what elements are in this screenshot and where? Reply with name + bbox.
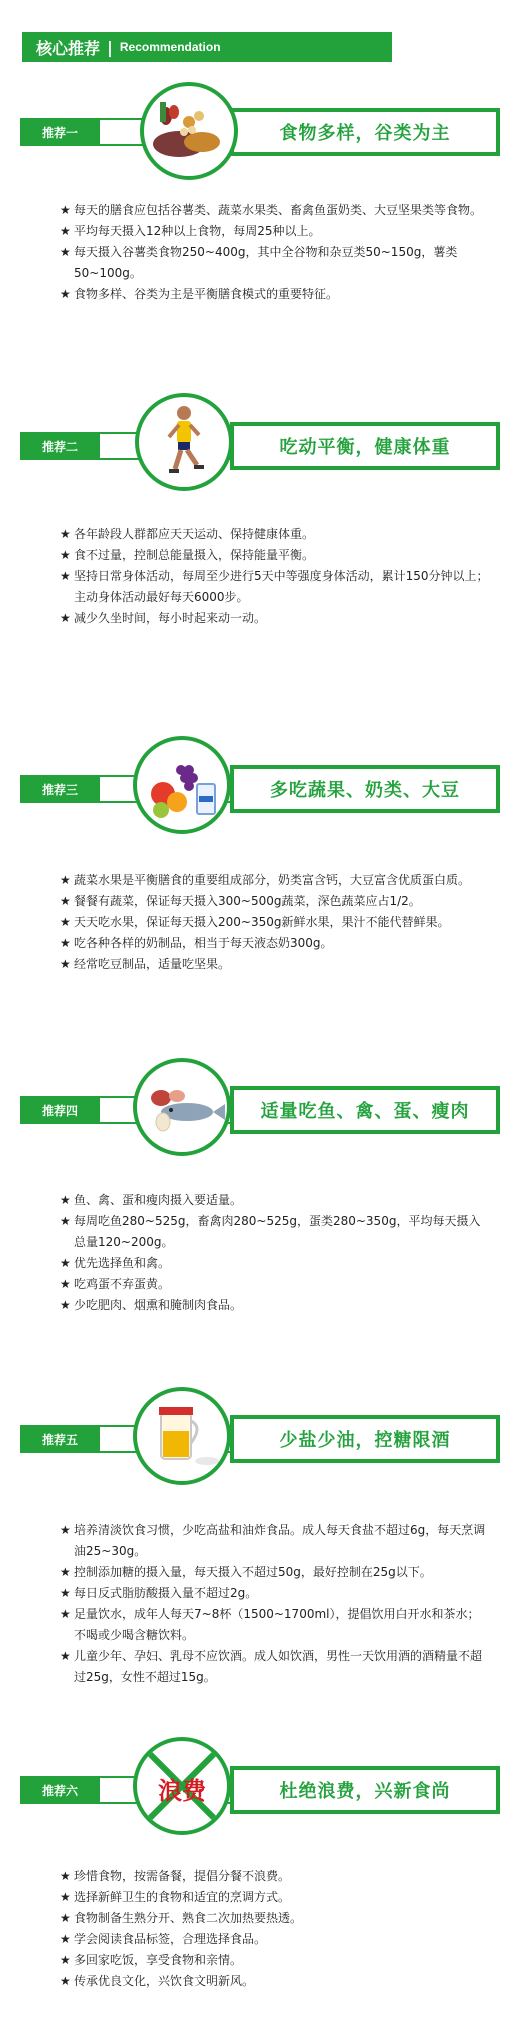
recommendation-tag: 推荐六 [20,1776,100,1804]
list-item: ★ 蔬菜水果是平衡膳食的重要组成部分，奶类富含钙，大豆富含优质蛋白质。 [60,873,471,887]
list-item: ★ 吃各种各样的奶制品，相当于每天液态奶300g。 [60,936,333,950]
list-item: ★ 天天吃水果，保证每天摄入200~350g新鲜水果，果汁不能代替鲜果。 [60,915,450,929]
recommendation-banner [230,108,500,156]
section-header [22,32,392,62]
bullet-list [60,524,490,629]
list-item: ★ 儿童少年、孕妇、乳母不应饮酒。成人如饮酒，男性一天饮用酒的酒精量不超过25g，女性不超过15g。 [60,1649,483,1684]
list-item: ★ 每周吃鱼280~525g，畜禽肉280~525g，蛋类280~350g，平均每天摄入总量120~200g。 [60,1214,481,1249]
recommendation-tag: 推荐一 [20,118,100,146]
list-item: ★ 各年龄段人群都应天天运动、保持健康体重。 [60,527,315,541]
header-title: 核心推荐 [36,38,101,58]
banner-text: 杜绝浪费，兴新食尚 [279,1781,451,1802]
banner-text: 吃动平衡，健康体重 [279,437,451,458]
list-item: ★ 选择新鲜卫生的食物和适宜的烹调方式。 [60,1890,291,1904]
recommendation-tag: 推荐五 [20,1425,100,1453]
banner-text: 多吃蔬果、奶类、大豆 [270,780,460,801]
recommendation-banner [230,1415,500,1463]
recommendation-banner [230,1086,500,1134]
grains-tubers-icon [140,82,238,180]
bullet-list [60,1520,490,1688]
list-item: ★ 鱼、禽、蛋和瘦肉摄入要适量。 [60,1193,243,1207]
recommendation-banner [230,765,500,813]
list-item: ★ 培养清淡饮食习惯，少吃高盐和油炸食品。成人每天食盐不超过6g，每天烹调油25~30g。 [60,1523,486,1558]
list-item: ★ 珍惜食物，按需备餐，提倡分餐不浪费。 [60,1869,291,1883]
no-waste-icon [133,1737,231,1835]
list-item: ★ 坚持日常身体活动，每周至少进行5天中等强度身体活动，累计150分钟以上；主动身体活动最好每天6000步。 [60,569,489,604]
banner-text: 少盐少油，控糖限酒 [279,1430,451,1451]
no-waste-label: 浪费 [158,1776,206,1805]
list-item: ★ 平均每天摄入12种以上食物，每周25种以上。 [60,224,321,238]
bullet-list [60,1866,490,1992]
header-subtitle: Recommendation [119,40,221,54]
bullet-list [60,1190,490,1316]
bullet-list [60,200,490,305]
list-item: ★ 吃鸡蛋不弃蛋黄。 [60,1277,171,1291]
list-item: ★ 经常吃豆制品，适量吃坚果。 [60,957,231,971]
list-item: ★ 学会阅读食品标签，合理选择食品。 [60,1932,267,1946]
bullet-list [60,870,490,975]
fish-meat-egg-icon [133,1058,231,1156]
list-item: ★ 食物多样、谷类为主是平衡膳食模式的重要特征。 [60,287,339,301]
list-item: ★ 减少久坐时间，每小时起来动一动。 [60,611,267,625]
list-item: ★ 多回家吃饭，享受食物和亲情。 [60,1953,243,1967]
list-item: ★ 餐餐有蔬菜，保证每天摄入300~500g蔬菜，深色蔬菜应占1/2。 [60,894,421,908]
fruit-milk-icon [133,736,231,834]
recommendation-tag: 推荐三 [20,775,100,803]
recommendation-tag: 推荐四 [20,1096,100,1124]
list-item: ★ 少吃肥肉、烟熏和腌制肉食品。 [60,1298,243,1312]
list-item: ★ 足量饮水，成年人每天7~8杯（1500~1700ml），提倡饮用白开水和茶水；不喝或少喝含糖饮料。 [60,1607,480,1642]
list-item: ★ 每日反式脂肪酸摄入量不超过2g。 [60,1586,258,1600]
recommendation-banner [230,422,500,470]
list-item: ★ 控制添加糖的摄入量，每天摄入不超过50g，最好控制在25g以下。 [60,1565,432,1579]
oil-jug-icon [133,1387,231,1485]
list-item: ★ 食物制备生熟分开、熟食二次加热要热透。 [60,1911,303,1925]
banner-text: 适量吃鱼、禽、蛋、瘦肉 [260,1101,470,1122]
runner-icon [135,393,233,491]
list-item: ★ 每天的膳食应包括谷薯类、蔬菜水果类、畜禽鱼蛋奶类、大豆坚果类等食物。 [60,203,483,217]
list-item: ★ 优先选择鱼和禽。 [60,1256,171,1270]
header-separator: | [107,37,113,57]
recommendation-banner [230,1766,500,1814]
list-item: ★ 传承优良文化，兴饮食文明新风。 [60,1974,255,1988]
list-item: ★ 每天摄入谷薯类食物250~400g，其中全谷物和杂豆类50~150g，薯类50~100g。 [60,245,458,280]
list-item: ★ 食不过量，控制总能量摄入，保持能量平衡。 [60,548,315,562]
recommendation-tag: 推荐二 [20,432,100,460]
banner-text: 食物多样，谷类为主 [279,123,451,144]
